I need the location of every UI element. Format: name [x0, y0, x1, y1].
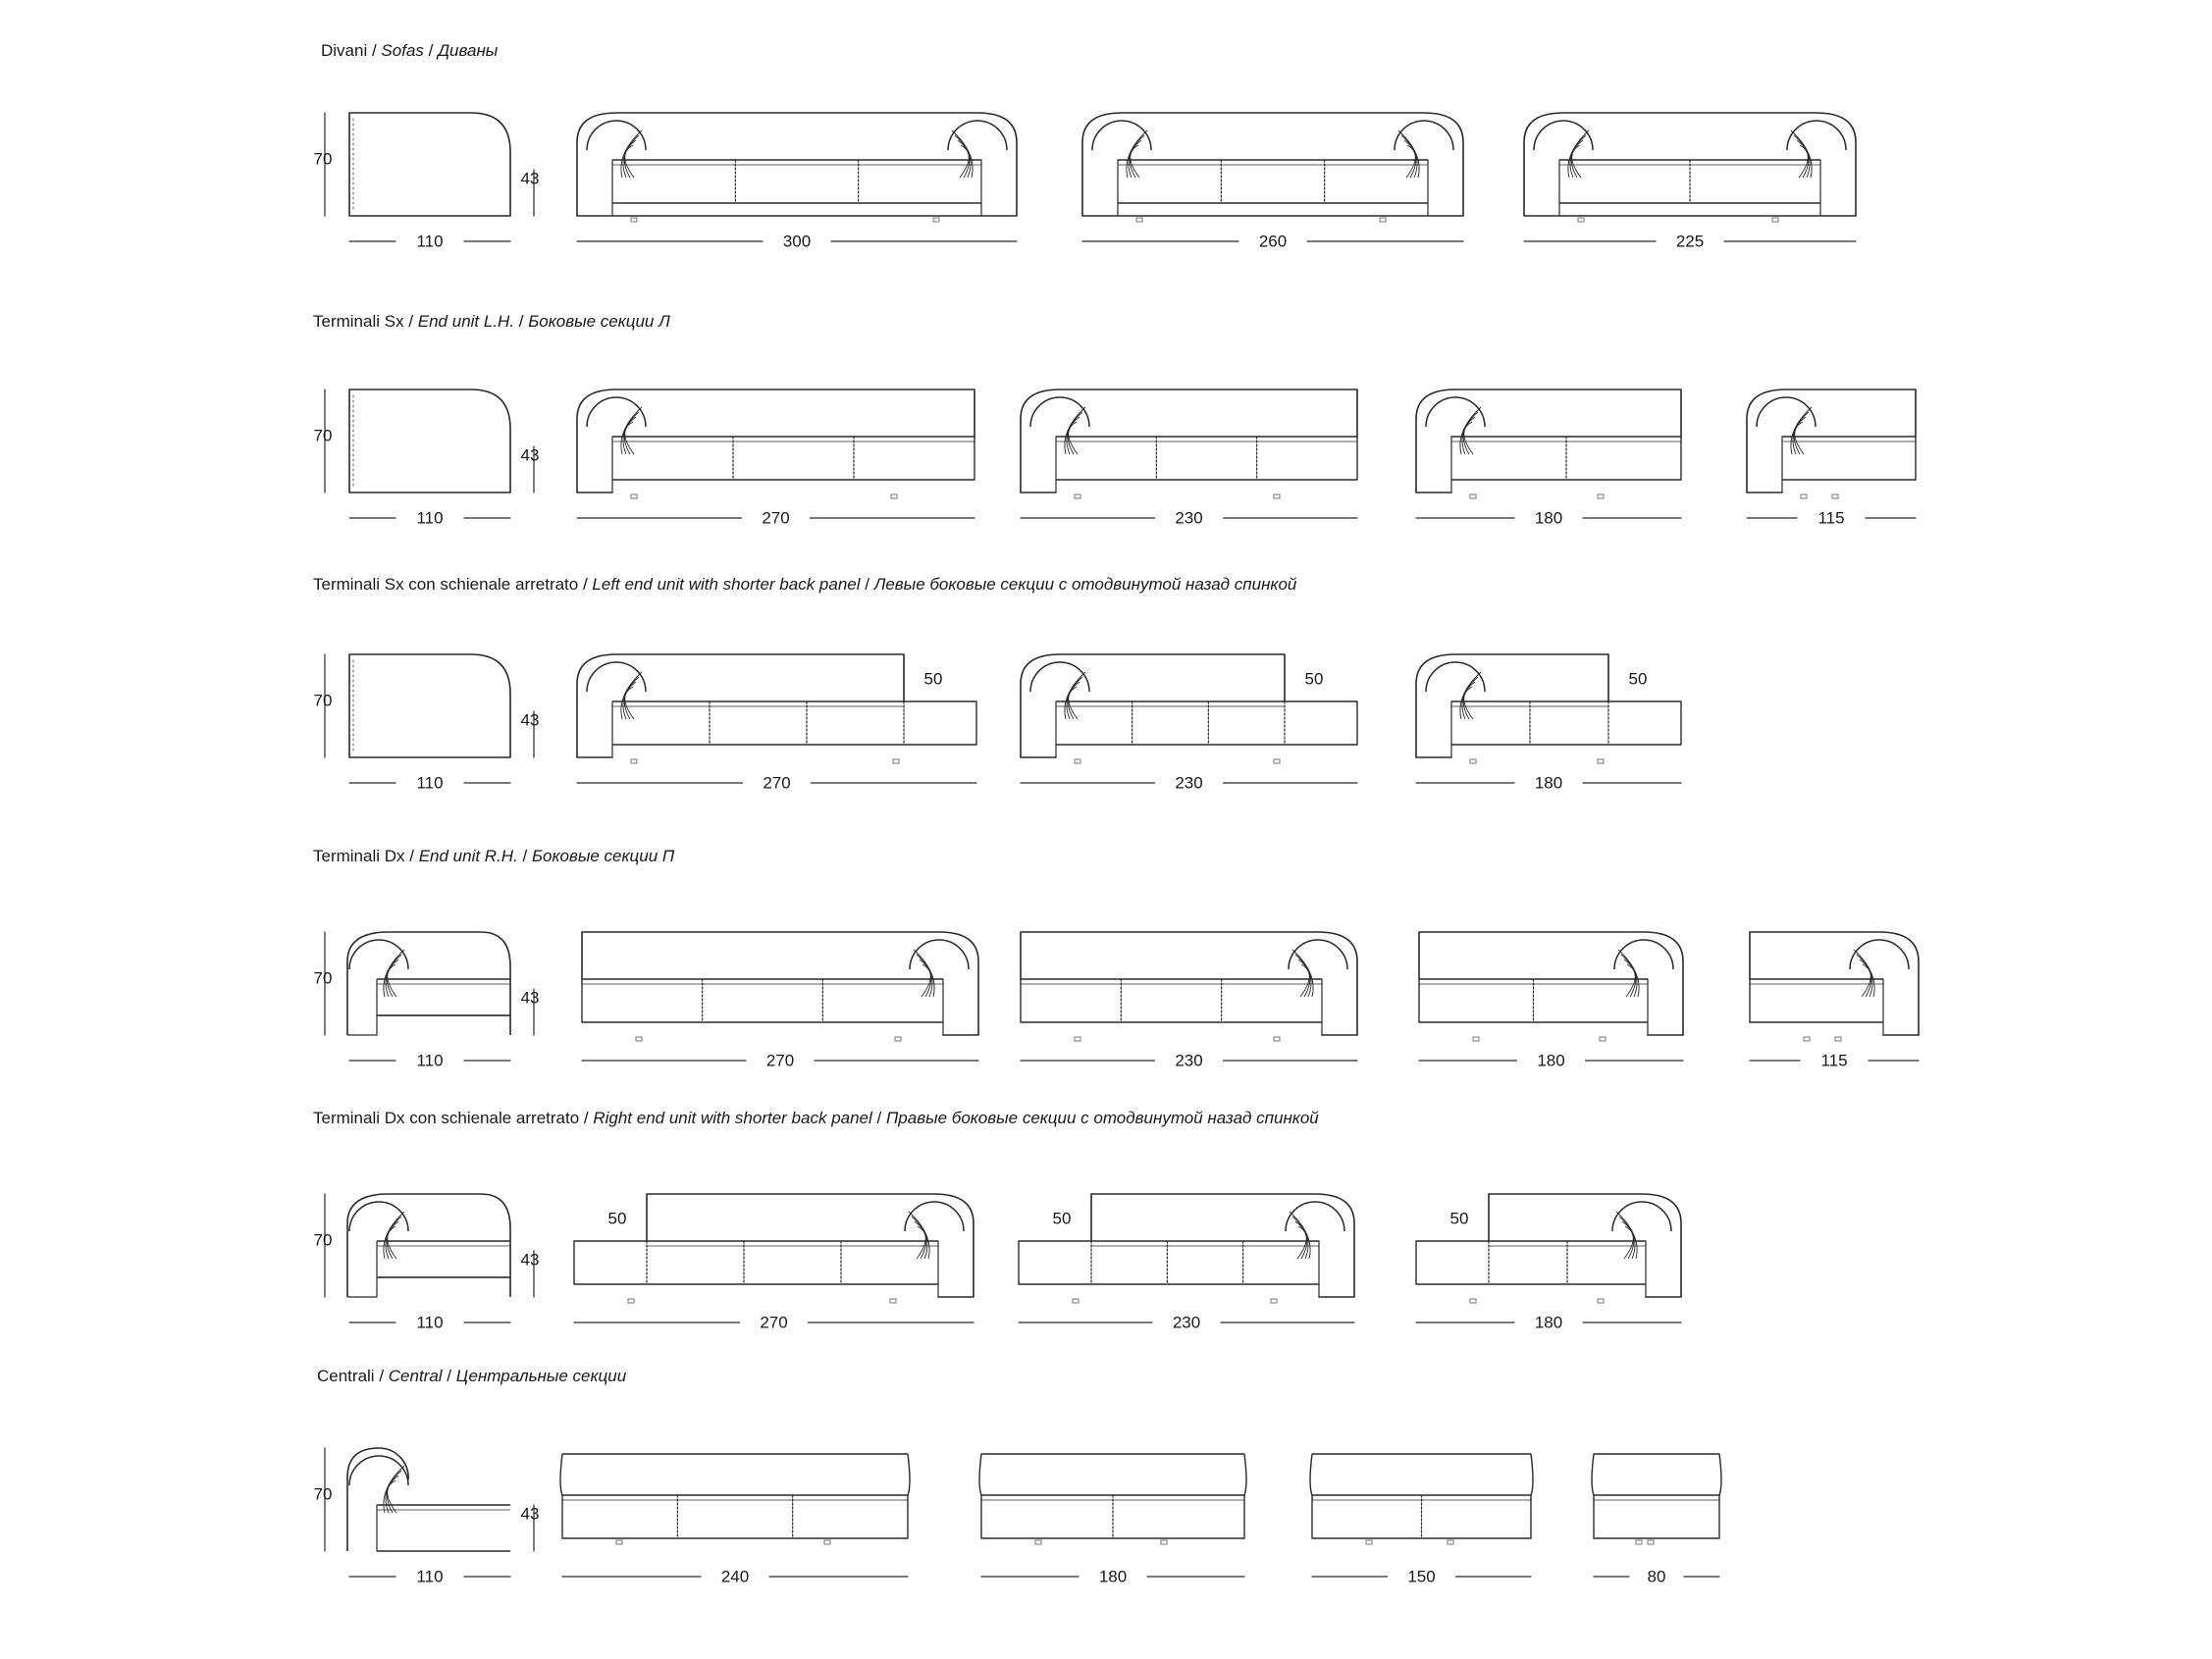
unit-left-end-short-270: [577, 654, 976, 792]
free-seat: [1608, 701, 1681, 745]
side-profile: [349, 654, 510, 757]
sofa-outline: [1082, 113, 1463, 216]
free-seat: [1285, 701, 1357, 745]
foot-1: [1274, 759, 1280, 763]
free-seat-label: 50: [607, 1209, 627, 1228]
back-left: [1310, 1454, 1312, 1495]
unit-outline: [1419, 932, 1683, 1035]
unit-left-end-180: [1416, 389, 1681, 527]
foot-1: [1598, 1299, 1604, 1303]
section-left-shorter-back: [314, 654, 1681, 792]
section-sofas: [314, 113, 1856, 250]
seat-height-dim-label: 43: [520, 1504, 540, 1524]
width-dim-label: 115: [1820, 1051, 1848, 1070]
section-title-end-unit-lh: Terminali Sx / End unit L.H. / Боковые секции Л: [313, 312, 670, 331]
unit-central-240: [560, 1454, 910, 1585]
unit-outline: [1091, 1194, 1354, 1297]
foot-1: [933, 218, 939, 222]
foot-0: [1366, 1540, 1372, 1544]
seat-height-dim-label: 43: [520, 169, 540, 188]
section-title-central: Centrali / Central / Центральные секции: [317, 1367, 627, 1385]
free-seat-label: 50: [923, 669, 943, 689]
foot-1: [1835, 1037, 1841, 1041]
seat-height-dim-label: 43: [520, 710, 540, 730]
section-end-unit-lh: [314, 389, 1916, 527]
width-dim-label: 180: [1098, 1567, 1128, 1586]
side-profile: [347, 932, 510, 1035]
height-dim-label: 70: [313, 149, 333, 169]
foot-1: [1448, 1540, 1453, 1544]
width-dim-label: 80: [1647, 1567, 1666, 1586]
foot-1: [1772, 218, 1778, 222]
back-right: [1531, 1454, 1533, 1495]
unit-sofa-260: [1082, 113, 1463, 250]
unit-right-end-short-230: [1019, 1194, 1354, 1331]
side-profile: [347, 1194, 510, 1297]
back-left: [560, 1454, 562, 1495]
free-seat-label: 50: [1052, 1209, 1072, 1228]
foot-0: [631, 218, 637, 222]
height-dim-label: 70: [313, 1484, 333, 1504]
unit-outline: [1750, 932, 1919, 1035]
width-dim-label: 180: [1534, 1313, 1563, 1332]
width-dim-label: 225: [1675, 232, 1705, 251]
foot-1: [1161, 1540, 1167, 1544]
unit-sofa-300: [577, 113, 1017, 250]
foot-1: [1598, 494, 1604, 498]
foot-1: [890, 1299, 896, 1303]
foot-0: [1470, 759, 1476, 763]
foot-0: [628, 1299, 634, 1303]
width-dim-label: 150: [1407, 1567, 1436, 1586]
section-title-sofas: Divani / Sofas / Диваны: [321, 41, 499, 60]
seat-height-dim-label: 43: [520, 988, 540, 1008]
foot-0: [1648, 1540, 1654, 1544]
unit-right-end-short-270: [574, 1194, 974, 1331]
foot-1: [1274, 494, 1280, 498]
width-dim-label: 260: [1258, 232, 1288, 251]
sofa-outline: [577, 113, 1017, 216]
section-title-end-unit-rh: Terminali Dx / End unit R.H. / Боковые секции П: [313, 847, 675, 865]
foot-1: [1274, 1037, 1280, 1041]
unit-central-150: [1310, 1454, 1533, 1585]
free-seat-label: 50: [1628, 669, 1648, 689]
free-seat-label: 50: [1449, 1209, 1469, 1228]
unit-right-end-270: [582, 932, 978, 1069]
back-left: [979, 1454, 981, 1495]
foot-1: [1271, 1299, 1277, 1303]
width-dim-label: 180: [1534, 508, 1563, 528]
section-central: [314, 1448, 1721, 1585]
foot-0: [1578, 218, 1584, 222]
side-frame: [347, 979, 377, 1035]
section-title-right-shorter-back: Terminali Dx con schienale arretrato / Right end unit with shorter back panel / Правые боковые секции с отодвинутой назад спинкой: [313, 1109, 1319, 1127]
section-title-left-shorter-back: Terminali Sx con schienale arretrato / Left end unit with shorter back panel / Левые боковые секции с отодвинутой назад спинкой: [313, 575, 1297, 594]
section-end-unit-rh: [314, 932, 1919, 1069]
depth-dim-label: 110: [416, 1313, 444, 1332]
unit-outline: [1747, 389, 1916, 493]
unit-outline: [1021, 389, 1357, 493]
unit-outline: [1021, 932, 1357, 1035]
foot-1: [893, 759, 899, 763]
foot-0: [1035, 1540, 1041, 1544]
width-dim-label: 300: [782, 232, 812, 251]
unit-left-end-230: [1021, 389, 1357, 527]
foot-0: [1470, 494, 1476, 498]
width-dim-label: 180: [1537, 1051, 1565, 1070]
unit-sofa-225: [1524, 113, 1856, 250]
foot-0: [1804, 1037, 1810, 1041]
foot-0: [631, 494, 637, 498]
foot-1: [1380, 218, 1386, 222]
foot-0: [1073, 1299, 1079, 1303]
free-seat: [1416, 1241, 1489, 1284]
seat-height-dim-label: 43: [520, 445, 540, 465]
foot-0: [1075, 759, 1080, 763]
unit-right-end-short-180: [1416, 1194, 1681, 1331]
back-right: [908, 1454, 910, 1495]
unit-outline: [1416, 654, 1608, 757]
foot-0: [1136, 218, 1142, 222]
unit-outline: [1416, 389, 1681, 493]
foot-1: [1600, 1037, 1606, 1041]
width-dim-label: 240: [720, 1567, 750, 1586]
height-dim-label: 70: [313, 426, 333, 445]
side-frame: [347, 1241, 377, 1297]
width-dim-label: 270: [763, 773, 791, 793]
foot-1: [895, 1037, 901, 1041]
foot-0: [1470, 1299, 1476, 1303]
foot-0: [1801, 494, 1807, 498]
free-seat: [574, 1241, 647, 1284]
unit-left-end-270: [577, 389, 974, 527]
foot-0: [1075, 494, 1080, 498]
width-dim-label: 230: [1175, 1051, 1203, 1070]
foot-1: [1636, 1540, 1642, 1544]
unit-left-end-115: [1747, 389, 1916, 527]
width-dim-label: 230: [1175, 773, 1203, 793]
depth-dim-label: 110: [416, 773, 444, 793]
foot-0: [636, 1037, 642, 1041]
foot-1: [891, 494, 897, 498]
free-seat: [1019, 1241, 1091, 1284]
depth-dim-label: 110: [416, 508, 444, 528]
unit-outline: [1021, 654, 1285, 757]
unit-right-end-180: [1419, 932, 1683, 1069]
height-dim-label: 70: [313, 691, 333, 710]
back-right: [1244, 1454, 1246, 1495]
foot-0: [1473, 1037, 1479, 1041]
unit-left-end-short-230: [1021, 654, 1357, 792]
back-left: [1592, 1454, 1594, 1495]
width-dim-label: 270: [762, 508, 790, 528]
width-dim-label: 115: [1817, 508, 1845, 528]
unit-left-end-short-180: [1416, 654, 1681, 792]
foot-0: [631, 759, 637, 763]
back-right: [1719, 1454, 1721, 1495]
foot-1: [1598, 759, 1604, 763]
free-seat: [904, 701, 976, 745]
width-dim-label: 270: [765, 1051, 795, 1070]
side-profile: [349, 389, 510, 493]
foot-1: [824, 1540, 830, 1544]
width-dim-label: 180: [1534, 773, 1563, 793]
foot-1: [1832, 494, 1838, 498]
depth-dim-label: 110: [416, 232, 444, 251]
section-right-shorter-back: [314, 1194, 1681, 1331]
seat-height-dim-label: 43: [520, 1250, 540, 1270]
foot-0: [1075, 1037, 1080, 1041]
width-dim-label: 230: [1175, 508, 1203, 528]
unit-right-end-115: [1750, 932, 1919, 1069]
width-dim-label: 230: [1172, 1313, 1201, 1332]
unit-central-80: [1592, 1454, 1721, 1585]
unit-outline: [1489, 1194, 1681, 1297]
depth-dim-label: 110: [416, 1051, 444, 1070]
side-profile: [349, 113, 510, 216]
unit-central-180: [979, 1454, 1246, 1585]
height-dim-label: 70: [313, 968, 333, 988]
free-seat-label: 50: [1304, 669, 1324, 689]
depth-dim-label: 110: [416, 1567, 444, 1586]
height-dim-label: 70: [313, 1230, 333, 1250]
unit-right-end-230: [1021, 932, 1357, 1069]
foot-0: [616, 1540, 622, 1544]
width-dim-label: 270: [760, 1313, 788, 1332]
